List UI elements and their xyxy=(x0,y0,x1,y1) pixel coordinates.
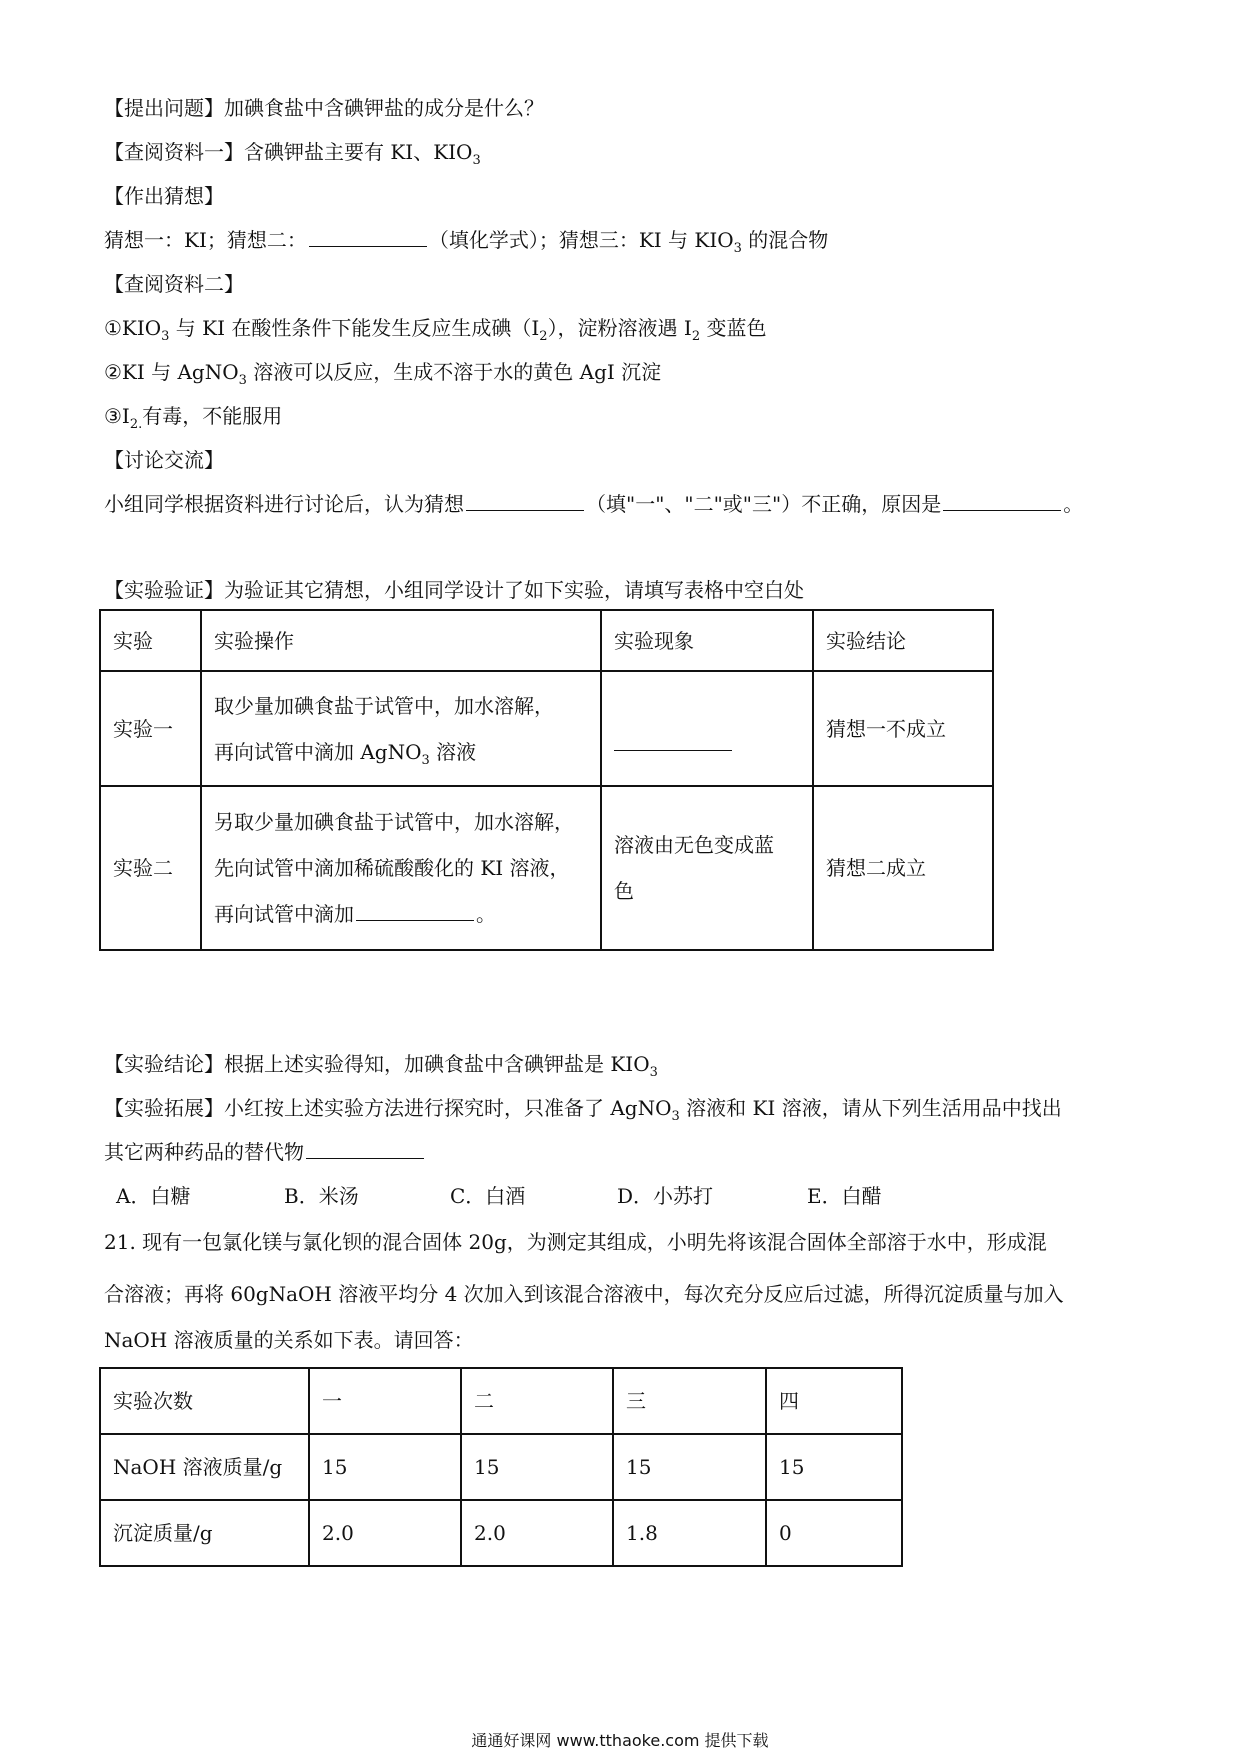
table-header-row xyxy=(100,1368,902,1434)
question-21-line-2: 合溶液；再将 60gNaOH 溶液平均分 4 次加入到该混合溶液中，每次充分反应后过滤，所得沉淀质量与加入 xyxy=(104,1282,1064,1306)
row-label: 沉淀质量/g xyxy=(100,1500,309,1566)
experiment-conclusion: 猜想一不成立 xyxy=(813,671,993,786)
experiment-operation: 取少量加碘食盐于试管中，加水溶解， 再向试管中滴加 AgNO$_3$ 溶液 xyxy=(201,671,601,786)
table-cell: 2.0 xyxy=(461,1500,613,1566)
guess-line: 猜想一：KI；猜想二： （填化学式）；猜想三：KI 与 $KIO_3$ 的混合物 xyxy=(104,228,829,256)
header-cell: 实验 xyxy=(100,610,201,671)
reference-two-item-1: $①KIO_3$ 与 KI 在酸性条件下能发生反应生成碘$(I_2)$，淀粉溶液遇 $I_2$ 变蓝色 xyxy=(104,316,767,344)
substitute-blank[interactable] xyxy=(306,1138,424,1159)
option-a[interactable]: A．白糖 xyxy=(116,1184,191,1208)
table-row xyxy=(100,1434,902,1500)
option-b[interactable]: B．米汤 xyxy=(284,1184,359,1208)
verification-heading: 【实验验证】为验证其它猜想，小组同学设计了如下实验，请填写表格中空白处 xyxy=(104,578,804,602)
header-cell: 二 xyxy=(461,1368,613,1434)
guess-two-blank[interactable] xyxy=(309,226,427,247)
row-label: NaOH 溶液质量/g xyxy=(100,1434,309,1500)
precipitate-table xyxy=(99,1367,903,1567)
experiment-name: 实验二 xyxy=(100,786,201,950)
header-cell: 三 xyxy=(613,1368,766,1434)
question-heading: 【提出问题】加碘食盐中含碘钾盐的成分是什么？ xyxy=(104,96,544,120)
table-row xyxy=(100,671,993,786)
extension-line-2: 其它两种药品的替代物 xyxy=(104,1138,426,1166)
header-cell: 一 xyxy=(309,1368,461,1434)
table-cell: 0 xyxy=(766,1500,902,1566)
table-cell: 15 xyxy=(766,1434,902,1500)
table-cell: 15 xyxy=(613,1434,766,1500)
extension-line-1: 【实验拓展】小红按上述实验方法进行探究时，只准备了 AgNO$_3$ 溶液和 KI 溶液，请从下列生活用品中找出 xyxy=(104,1096,1062,1124)
reason-blank[interactable] xyxy=(943,490,1061,511)
table-row xyxy=(100,1500,902,1566)
header-cell: 实验现象 xyxy=(601,610,813,671)
discussion-line: 小组同学根据资料进行讨论后，认为猜想 （填"一"、"二"或"三"）不正确，原因是 。 xyxy=(104,492,1084,516)
experiment-phenomenon xyxy=(601,671,813,786)
page-footer: 通通好课网 www.tthaoke.com 提供下载 xyxy=(471,1731,769,1750)
option-c[interactable]: C．白酒 xyxy=(450,1184,526,1208)
option-d[interactable]: D．小苏打 xyxy=(617,1184,714,1208)
experiment-conclusion: 猜想二成立 xyxy=(813,786,993,950)
table-cell: 2.0 xyxy=(309,1500,461,1566)
header-cell: 四 xyxy=(766,1368,902,1434)
reference-two-item-3: $③I_{2.}$有毒，不能服用 xyxy=(104,404,283,432)
discussion-heading: 【讨论交流】 xyxy=(104,448,224,472)
experiment-table xyxy=(99,609,994,951)
experiment-operation: 另取少量加碘食盐于试管中，加水溶解， 先向试管中滴加稀硫酸酸化的 KI 溶液， 再向试管中滴加 。 xyxy=(201,786,601,950)
reagent-blank[interactable] xyxy=(356,900,474,921)
header-cell: 实验结论 xyxy=(813,610,993,671)
guess-heading: 【作出猜想】 xyxy=(104,184,224,208)
options-row xyxy=(116,1182,882,1210)
experiment-phenomenon: 溶液由无色变成蓝 色 xyxy=(601,786,813,950)
reference-two-item-2: ②KI 与 AgNO$_3$ 溶液可以反应，生成不溶于水的黄色 AgI 沉淀 xyxy=(104,360,662,388)
reference-two-heading: 【查阅资料二】 xyxy=(104,272,244,296)
option-e[interactable]: E．白醋 xyxy=(807,1184,882,1208)
wrong-guess-blank[interactable] xyxy=(466,490,584,511)
table-cell: 15 xyxy=(309,1434,461,1500)
table-cell: 1.8 xyxy=(613,1500,766,1566)
question-21-line-1: 21. 现有一包氯化镁与氯化钡的混合固体 20g，为测定其组成，小明先将该混合固体全部溶于水中，形成混 xyxy=(104,1230,1047,1254)
experiment-name: 实验一 xyxy=(100,671,201,786)
experiment-conclusion-line: 【实验结论】根据上述实验得知，加碘食盐中含碘钾盐是 $KIO_3$ xyxy=(104,1052,658,1080)
table-cell: 15 xyxy=(461,1434,613,1500)
table-header-row xyxy=(100,610,993,671)
header-cell: 实验操作 xyxy=(201,610,601,671)
question-21-line-3: NaOH 溶液质量的关系如下表。请回答： xyxy=(104,1328,474,1352)
header-cell: 实验次数 xyxy=(100,1368,309,1434)
reference-one: 【查阅资料一】含碘钾盐主要有 KI、$KIO_3$ xyxy=(104,140,481,168)
table-row xyxy=(100,786,993,950)
phenomenon-blank[interactable] xyxy=(614,730,732,751)
